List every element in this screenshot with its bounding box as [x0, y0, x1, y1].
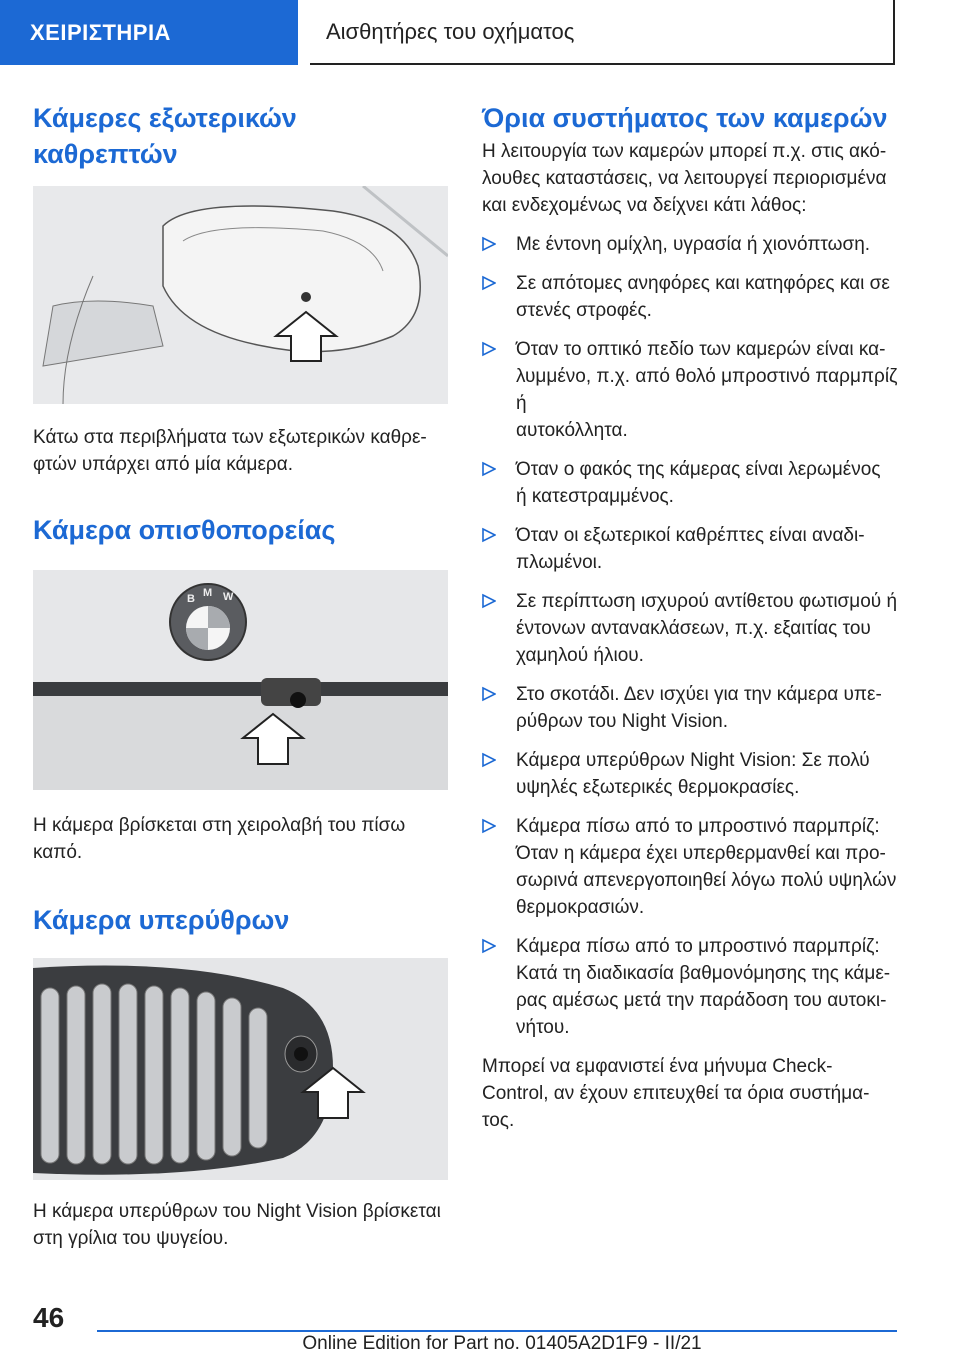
triangle-bullet-icon [482, 459, 496, 479]
triangle-bullet-icon [482, 273, 496, 293]
system-limit-text: σωρινά απενεργοποιηθεί λόγω πολύ υψηλών [516, 870, 897, 891]
system-limit-text: λυμμένο, π.χ. από θολό μπροστινό παρμπρίζ ή [516, 366, 898, 414]
system-limit-text: χαμηλού ήλιου. [516, 645, 644, 666]
heading-infrared-camera: Κάμερα υπερύθρων [33, 905, 290, 935]
system-limit-text: Όταν το οπτικό πεδίο των καμερών είναι κα- [516, 339, 886, 360]
system-limit-item [482, 747, 902, 801]
system-limits-list [482, 231, 902, 1041]
rear-camera-illustration [33, 570, 448, 790]
system-limits-intro: Η λειτουργία των καμερών μπορεί π.χ. στις ακό- λουθες καταστάσεις, να λειτουργεί περιορισμένα και ενδεχομένως να δείχνει κάτι λάθος: [482, 141, 887, 216]
section-tab: ΧΕΙΡΙΣΤΗΡΙΑ [0, 0, 298, 65]
system-limit-text: Όταν ο φακός της κάμερας είναι λερωμένος [516, 459, 881, 480]
system-limit-item [482, 456, 902, 510]
system-limit-text: υψηλές εξωτερικές θερμοκρασίες. [516, 777, 800, 798]
mirror-camera-figure [33, 186, 448, 404]
system-limit-text: στενές στροφές. [516, 300, 652, 321]
system-limit-text: Με έντονη ομίχλη, υγρασία ή χιονόπτωση. [516, 234, 871, 255]
triangle-bullet-icon [482, 339, 496, 359]
system-limit-text: Σε απότομες ανηφόρες και κατηφόρες και σε [516, 273, 890, 294]
mirror-camera-illustration [33, 186, 448, 404]
svg-text:M: M [203, 587, 213, 599]
system-limit-item [482, 813, 902, 921]
triangle-bullet-icon [482, 684, 496, 704]
heading-rear-camera: Κάμερα οπισθοπορείας [33, 515, 336, 545]
system-limit-text: θερμοκρασιών. [516, 897, 645, 918]
system-limit-item [482, 522, 902, 576]
system-limit-item [482, 933, 902, 1041]
infrared-camera-figure [33, 958, 448, 1180]
system-limit-text: ρύθρων του Night Vision. [516, 711, 728, 732]
infrared-camera-caption: Η κάμερα υπερύθρων του Night Vision βρίσκεται στη γρίλια του ψυγείου. [33, 1201, 441, 1249]
triangle-bullet-icon [482, 816, 496, 836]
bmw-logo [170, 584, 246, 660]
rear-camera-figure [33, 570, 448, 790]
triangle-bullet-icon [482, 525, 496, 545]
system-limit-item [482, 681, 902, 735]
system-limit-text: αυτοκόλλητα. [516, 420, 628, 441]
system-limit-text: Κάμερα πίσω από το μπροστινό παρμπρίζ: [516, 816, 880, 837]
footer-divider [97, 1330, 897, 1332]
page-header-title: Αισθητήρες του οχήματος [310, 0, 895, 65]
system-limit-text: Κάμερα υπερύθρων Night Vision: Σε πολύ [516, 750, 870, 771]
system-limit-item [482, 588, 902, 669]
system-limit-item [482, 336, 902, 444]
triangle-bullet-icon [482, 936, 496, 956]
system-limit-item [482, 231, 902, 258]
system-limit-text: Κατά τη διαδικασία βαθμονόμησης της κάμε- [516, 963, 891, 984]
heading-mirror-cameras: Κάμερες εξωτερικών καθρεπτών [33, 103, 297, 169]
triangle-bullet-icon [482, 591, 496, 611]
infrared-camera-illustration [33, 958, 448, 1180]
rear-camera-caption: Η κάμερα βρίσκεται στη χειρολαβή του πίσω καπό. [33, 815, 406, 863]
system-limit-text: Κάμερα πίσω από το μπροστινό παρμπρίζ: [516, 936, 880, 957]
mirror-camera-caption: Κάτω στα περιβλήματα των εξωτερικών καθρε- φτών υπάρχει από μία κάμερα. [33, 427, 427, 475]
system-limit-text: Όταν οι εξωτερικοί καθρέπτες είναι αναδι- [516, 525, 865, 546]
page-number: 46 [33, 1302, 65, 1333]
triangle-bullet-icon [482, 234, 496, 254]
system-limit-text: ρας αμέσως μετά την παράδοση του αυτοκι- [516, 990, 887, 1011]
system-limit-text: Σε περίπτωση ισχυρού αντίθετου φωτισμού ή [516, 591, 898, 612]
svg-text:B: B [187, 593, 195, 605]
footer-edition: Online Edition for Part no. 01405A2D1F9 - II/21 [302, 1333, 702, 1354]
system-limit-item [482, 270, 902, 324]
system-limit-text: Όταν η κάμερα έχει υπερθερμανθεί και προ- [516, 843, 886, 864]
left-column [33, 100, 448, 1252]
heading-system-limits: Όρια συστήματος των καμερών [482, 103, 888, 133]
system-limit-text: νήτου. [516, 1017, 570, 1038]
system-limits-outro: Μπορεί να εμφανιστεί ένα μήνυμα Check- Control, αν έχουν επιτευχθεί τα όρια συστήμα- τος. [482, 1056, 870, 1131]
svg-text:W: W [223, 591, 234, 603]
system-limit-text: ή κατεστραμμένος. [516, 486, 674, 507]
system-limit-text: έντονων αντανακλάσεων, π.χ. εξαιτίας του [516, 618, 871, 639]
system-limit-text: Στο σκοτάδι. Δεν ισχύει για την κάμερα υπε- [516, 684, 882, 705]
system-limit-text: πλωμένοι. [516, 552, 603, 573]
right-column [482, 100, 902, 1134]
triangle-bullet-icon [482, 750, 496, 770]
